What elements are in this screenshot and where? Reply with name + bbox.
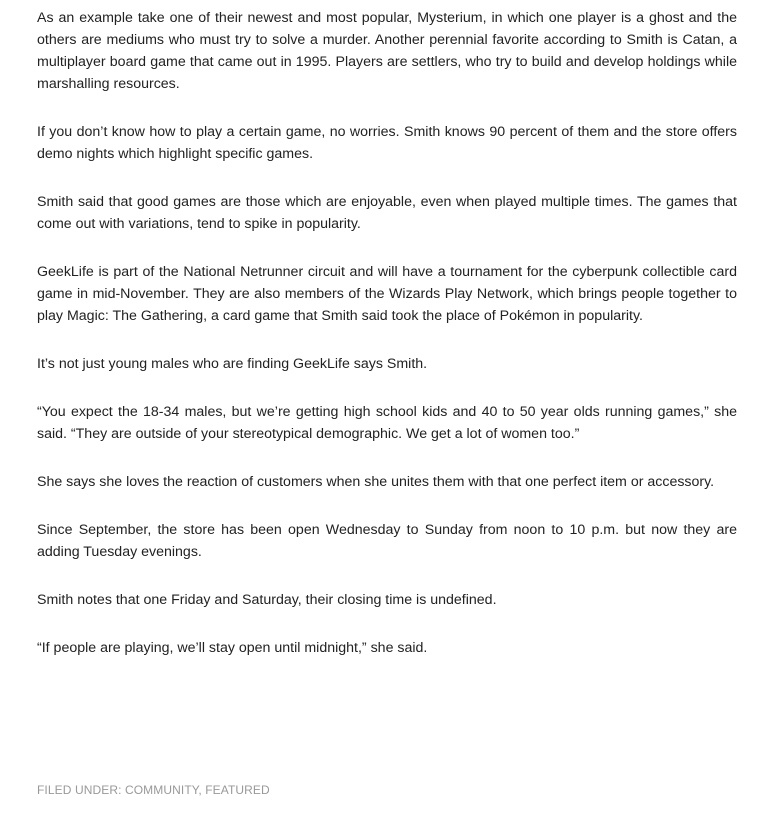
article-paragraph: GeekLife is part of the National Netrunner circuit and will have a tournament for the cyberpunk collectible card game in mid-November. They are also members of the Wizards Play Network, which brings people together to play Magic: The Gathering, a card game that Smith said took the place of Pokémon in popularity. <box>37 264 737 324</box>
category-separator: , <box>198 783 206 797</box>
article-paragraph: It’s not just young males who are finding GeekLife says Smith. <box>37 356 428 372</box>
category-link-community[interactable]: COMMUNITY <box>124 783 199 797</box>
article-paragraph: Smith notes that one Friday and Saturday, their closing time is undefined. <box>37 592 497 608</box>
article-body <box>37 7 737 685</box>
article-paragraph: Since September, the store has been open Wednesday to Sunday from noon to 10 p.m. but now they are adding Tuesday evenings. <box>37 522 737 560</box>
category-link-featured[interactable]: FEATURED <box>205 783 270 797</box>
article-paragraph: “You expect the 18-34 males, but we’re getting high school kids and 40 to 50 year olds running games,” she said. “They are outside of your stereotypical demographic. We get a lot of women too.” <box>37 404 737 442</box>
article-paragraph: Smith said that good games are those which are enjoyable, even when played multiple times. The games that come out with variations, tend to spike in popularity. <box>37 194 737 232</box>
article-paragraph: She says she loves the reaction of customers when she unites them with that one perfect item or accessory. <box>37 474 715 490</box>
filed-under-label: FILED UNDER: <box>37 783 122 797</box>
article-paragraph: As an example take one of their newest and most popular, Mysterium, in which one player is a ghost and the others are mediums who must try to solve a murder. Another perennial favorite according to Smith is Catan, a multiplayer board game that came out in 1995. Players are settlers, who try to build and develop holdings while marshalling resources. <box>37 10 737 92</box>
article-paragraph: If you don’t know how to play a certain game, no worries. Smith knows 90 percent of them and the store offers demo nights which highlight specific games. <box>37 124 737 162</box>
article-paragraph: “If people are playing, we’ll stay open until midnight,” she said. <box>37 640 428 656</box>
filed-under <box>37 781 270 799</box>
